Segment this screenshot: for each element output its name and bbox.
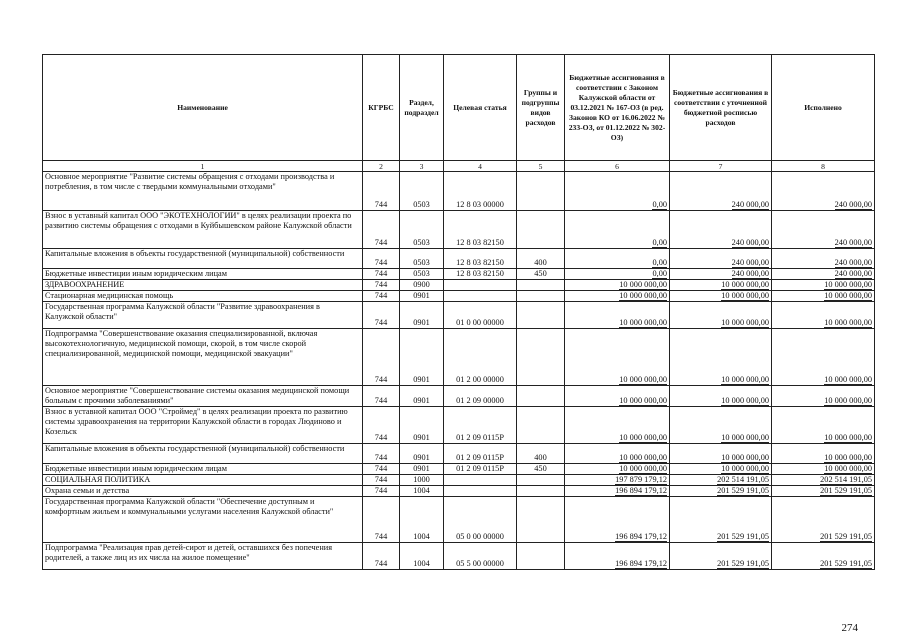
row-kgrbs: 744 (363, 291, 400, 302)
row-refined-amount (670, 444, 772, 464)
row-refined-amount (670, 497, 772, 543)
row-law-amount-value: 196 894 179,12 (615, 559, 667, 568)
row-kgrbs: 744 (363, 486, 400, 497)
row-target: 05 0 00 00000 (444, 497, 517, 543)
row-section: 0503 (400, 211, 444, 249)
row-name: Основное мероприятие "Развитие системы обращения с отходами производства и потребления, в том числе с твердыми коммунальными отходами" (43, 172, 363, 211)
row-law-amount (565, 172, 670, 211)
row-section: 0901 (400, 302, 444, 329)
row-executed-amount (772, 172, 875, 211)
row-group (517, 280, 565, 291)
row-refined-amount-value: 240 000,00 (731, 238, 769, 247)
row-refined-amount-value: 10 000 000,00 (721, 318, 769, 327)
row-executed-amount-value: 10 000 000,00 (824, 453, 872, 462)
row-name: Капитальные вложения в объекты государственной (муниципальной) собственности (43, 444, 363, 464)
row-law-amount (565, 211, 670, 249)
row-group: 450 (517, 464, 565, 475)
table-row (43, 444, 875, 464)
row-refined-amount (670, 407, 772, 444)
row-name: Государственная программа Калужской области "Обеспечение доступным и комфортным жильем и коммунальными услугами населения Калужской области" (43, 497, 363, 543)
row-law-amount (565, 269, 670, 280)
row-group (517, 407, 565, 444)
row-refined-amount-value: 10 000 000,00 (721, 396, 769, 405)
row-refined-amount (670, 211, 772, 249)
row-law-amount (565, 543, 670, 570)
row-target: 01 2 09 0115Р (444, 444, 517, 464)
column-number: 7 (670, 161, 772, 172)
table-row (43, 543, 875, 570)
row-name: Подпрограмма "Совершенствование оказания специализированной, включая высокотехнологичную, медицинской помощи, скорой, в том числе скорой специализированной, медицинской помощи, медицинской эвакуации" (43, 329, 363, 386)
row-target (444, 475, 517, 486)
row-executed-amount-value: 10 000 000,00 (824, 280, 872, 289)
table-row (43, 329, 875, 386)
row-executed-amount-value: 201 529 191,05 (820, 559, 872, 568)
row-executed-amount (772, 329, 875, 386)
row-target: 12 8 03 82150 (444, 249, 517, 269)
row-law-amount (565, 280, 670, 291)
budget-table (42, 54, 875, 570)
row-kgrbs: 744 (363, 543, 400, 570)
row-target: 01 2 09 0115Р (444, 464, 517, 475)
row-kgrbs: 744 (363, 407, 400, 444)
row-name: Основное мероприятие "Совершенствование системы оказания медицинской помощи больным с прочими заболеваниями" (43, 386, 363, 407)
row-refined-amount (670, 475, 772, 486)
row-section: 0503 (400, 172, 444, 211)
row-target: 12 8 03 82150 (444, 211, 517, 249)
row-law-amount-value: 196 894 179,12 (615, 532, 667, 541)
row-executed-amount (772, 475, 875, 486)
row-law-amount-value: 10 000 000,00 (619, 375, 667, 384)
row-law-amount (565, 464, 670, 475)
row-kgrbs: 744 (363, 329, 400, 386)
table-body (43, 172, 875, 570)
table-header-row (43, 55, 875, 161)
row-law-amount-value: 0,00 (652, 258, 667, 267)
row-executed-amount-value: 201 529 191,05 (820, 486, 872, 495)
table-row (43, 302, 875, 329)
column-number: 6 (565, 161, 670, 172)
row-executed-amount-value: 10 000 000,00 (824, 464, 872, 473)
row-target (444, 486, 517, 497)
row-group: 400 (517, 249, 565, 269)
table-row (43, 407, 875, 444)
row-group (517, 543, 565, 570)
row-name: Взнос в уставной капитал ООО "Строймед" в целях реализации проекта по развитию системы здравоохранения на территории Калужской области в городах Людиново и Козельск (43, 407, 363, 444)
row-law-amount (565, 475, 670, 486)
row-group (517, 211, 565, 249)
row-kgrbs: 744 (363, 497, 400, 543)
row-name: Бюджетные инвестиции иным юридическим лицам (43, 464, 363, 475)
row-kgrbs: 744 (363, 302, 400, 329)
row-executed-amount (772, 211, 875, 249)
table-row (43, 280, 875, 291)
row-name: Взнос в уставный капитал ООО "ЭКОТЕХНОЛОГИИ" в целях реализации проекта по развитию системы обращения с отходами в Куйбышевском районе Калужской области (43, 211, 363, 249)
row-law-amount-value: 10 000 000,00 (619, 318, 667, 327)
row-target (444, 291, 517, 302)
row-section: 1004 (400, 543, 444, 570)
row-group (517, 486, 565, 497)
row-executed-amount-value: 202 514 191,05 (820, 475, 872, 484)
row-executed-amount-value: 10 000 000,00 (824, 433, 872, 442)
row-executed-amount-value: 10 000 000,00 (824, 375, 872, 384)
row-group (517, 172, 565, 211)
row-name: Государственная программа Калужской области "Развитие здравоохранения в Калужской области" (43, 302, 363, 329)
row-refined-amount (670, 464, 772, 475)
row-law-amount (565, 386, 670, 407)
row-group (517, 302, 565, 329)
row-law-amount-value: 10 000 000,00 (619, 291, 667, 300)
row-law-amount (565, 291, 670, 302)
row-executed-amount (772, 386, 875, 407)
row-refined-amount-value: 202 514 191,05 (717, 475, 769, 484)
row-refined-amount-value: 10 000 000,00 (721, 280, 769, 289)
table-row (43, 172, 875, 211)
column-number: 4 (444, 161, 517, 172)
row-section: 0900 (400, 280, 444, 291)
column-number: 5 (517, 161, 565, 172)
row-executed-amount (772, 291, 875, 302)
column-number: 2 (363, 161, 400, 172)
row-executed-amount (772, 486, 875, 497)
row-kgrbs: 744 (363, 464, 400, 475)
row-law-amount (565, 329, 670, 386)
row-refined-amount-value: 201 529 191,05 (717, 486, 769, 495)
row-group (517, 291, 565, 302)
row-kgrbs: 744 (363, 269, 400, 280)
row-refined-amount-value: 10 000 000,00 (721, 433, 769, 442)
row-refined-amount (670, 486, 772, 497)
row-name: ЗДРАВООХРАНЕНИЕ (43, 280, 363, 291)
row-refined-amount (670, 172, 772, 211)
row-section: 0901 (400, 329, 444, 386)
row-kgrbs: 744 (363, 280, 400, 291)
row-executed-amount (772, 280, 875, 291)
table-row (43, 475, 875, 486)
row-kgrbs: 744 (363, 475, 400, 486)
row-executed-amount-value: 240 000,00 (834, 269, 872, 278)
header-section: Раздел, подраздел (400, 55, 444, 161)
row-law-amount (565, 486, 670, 497)
row-section: 0901 (400, 464, 444, 475)
row-section: 0901 (400, 444, 444, 464)
header-law: Бюджетные ассигнования в соответствии с Законом Калужской области от 03.12.2021 № 167-ОЗ (в ред. Законов КО от 16.06.2022 № 233-ОЗ, от 01.12.2022 № 302-ОЗ) (565, 55, 670, 161)
row-group (517, 386, 565, 407)
row-executed-amount (772, 269, 875, 280)
row-target (444, 280, 517, 291)
row-executed-amount (772, 497, 875, 543)
row-refined-amount (670, 543, 772, 570)
row-refined-amount (670, 269, 772, 280)
row-group (517, 497, 565, 543)
row-target: 12 8 03 82150 (444, 269, 517, 280)
row-law-amount-value: 0,00 (652, 269, 667, 278)
row-refined-amount (670, 386, 772, 407)
row-refined-amount (670, 291, 772, 302)
column-number: 8 (772, 161, 875, 172)
row-executed-amount-value: 10 000 000,00 (824, 318, 872, 327)
row-kgrbs: 744 (363, 444, 400, 464)
row-section: 1004 (400, 486, 444, 497)
row-executed-amount (772, 444, 875, 464)
row-executed-amount-value: 240 000,00 (834, 258, 872, 267)
table-row (43, 386, 875, 407)
row-refined-amount (670, 280, 772, 291)
row-name: СОЦИАЛЬНАЯ ПОЛИТИКА (43, 475, 363, 486)
row-section: 0901 (400, 407, 444, 444)
table-row (43, 249, 875, 269)
row-kgrbs: 744 (363, 249, 400, 269)
row-refined-amount-value: 201 529 191,05 (717, 559, 769, 568)
row-executed-amount (772, 302, 875, 329)
row-group: 400 (517, 444, 565, 464)
column-number-row (43, 161, 875, 172)
row-target: 05 5 00 00000 (444, 543, 517, 570)
row-law-amount (565, 444, 670, 464)
row-executed-amount-value: 240 000,00 (834, 200, 872, 209)
row-section: 1004 (400, 497, 444, 543)
row-law-amount-value: 10 000 000,00 (619, 453, 667, 462)
row-kgrbs: 744 (363, 386, 400, 407)
header-target: Целевая статья (444, 55, 517, 161)
table-row (43, 211, 875, 249)
row-kgrbs: 744 (363, 172, 400, 211)
row-law-amount (565, 249, 670, 269)
row-group (517, 329, 565, 386)
row-executed-amount (772, 464, 875, 475)
row-refined-amount-value: 201 529 191,05 (717, 532, 769, 541)
table-row (43, 486, 875, 497)
row-executed-amount-value: 10 000 000,00 (824, 291, 872, 300)
row-executed-amount-value: 201 529 191,05 (820, 532, 872, 541)
row-kgrbs: 744 (363, 211, 400, 249)
header-name: Наименование (43, 55, 363, 161)
row-refined-amount (670, 249, 772, 269)
row-executed-amount (772, 407, 875, 444)
row-target: 01 0 00 00000 (444, 302, 517, 329)
row-law-amount-value: 0,00 (652, 238, 667, 247)
row-executed-amount (772, 543, 875, 570)
row-law-amount-value: 10 000 000,00 (619, 396, 667, 405)
header-groups: Группы и подгруппы видов расходов (517, 55, 565, 161)
header-kgrbs: КГРБС (363, 55, 400, 161)
row-refined-amount-value: 10 000 000,00 (721, 453, 769, 462)
row-law-amount-value: 196 894 179,12 (615, 486, 667, 495)
row-law-amount (565, 407, 670, 444)
row-refined-amount-value: 10 000 000,00 (721, 464, 769, 473)
row-group: 450 (517, 269, 565, 280)
row-law-amount-value: 10 000 000,00 (619, 433, 667, 442)
row-law-amount (565, 302, 670, 329)
row-refined-amount-value: 10 000 000,00 (721, 291, 769, 300)
row-law-amount-value: 0,00 (652, 200, 667, 209)
row-section: 0503 (400, 249, 444, 269)
row-refined-amount-value: 240 000,00 (731, 269, 769, 278)
row-section: 0901 (400, 291, 444, 302)
row-executed-amount-value: 10 000 000,00 (824, 396, 872, 405)
row-refined-amount (670, 302, 772, 329)
row-name: Подпрограмма "Реализация прав детей-сирот и детей, оставшихся без попечения родителей, а также лиц из их числа на жилое помещение" (43, 543, 363, 570)
row-law-amount-value: 10 000 000,00 (619, 464, 667, 473)
row-target: 01 2 09 0115Р (444, 407, 517, 444)
row-law-amount-value: 10 000 000,00 (619, 280, 667, 289)
table-row (43, 497, 875, 543)
row-section: 0901 (400, 386, 444, 407)
row-refined-amount-value: 240 000,00 (731, 258, 769, 267)
row-group (517, 475, 565, 486)
row-refined-amount-value: 240 000,00 (731, 200, 769, 209)
row-name: Капитальные вложения в объекты государственной (муниципальной) собственности (43, 249, 363, 269)
row-name: Стационарная медицинская помощь (43, 291, 363, 302)
row-section: 1000 (400, 475, 444, 486)
row-law-amount-value: 197 879 179,12 (615, 475, 667, 484)
table-row (43, 464, 875, 475)
row-refined-amount (670, 329, 772, 386)
row-name: Бюджетные инвестиции иным юридическим лицам (43, 269, 363, 280)
row-executed-amount-value: 240 000,00 (834, 238, 872, 247)
header-executed: Исполнено (772, 55, 875, 161)
page-number: 274 (841, 622, 858, 634)
column-number: 1 (43, 161, 363, 172)
table-row (43, 269, 875, 280)
row-executed-amount (772, 249, 875, 269)
column-number: 3 (400, 161, 444, 172)
row-target: 12 8 03 00000 (444, 172, 517, 211)
row-section: 0503 (400, 269, 444, 280)
row-law-amount (565, 497, 670, 543)
table-row (43, 291, 875, 302)
row-name: Охрана семьи и детства (43, 486, 363, 497)
row-target: 01 2 00 00000 (444, 329, 517, 386)
header-refined: Бюджетные ассигнования в соответствии с уточненной бюджетной росписью расходов (670, 55, 772, 161)
row-target: 01 2 09 00000 (444, 386, 517, 407)
row-refined-amount-value: 10 000 000,00 (721, 375, 769, 384)
